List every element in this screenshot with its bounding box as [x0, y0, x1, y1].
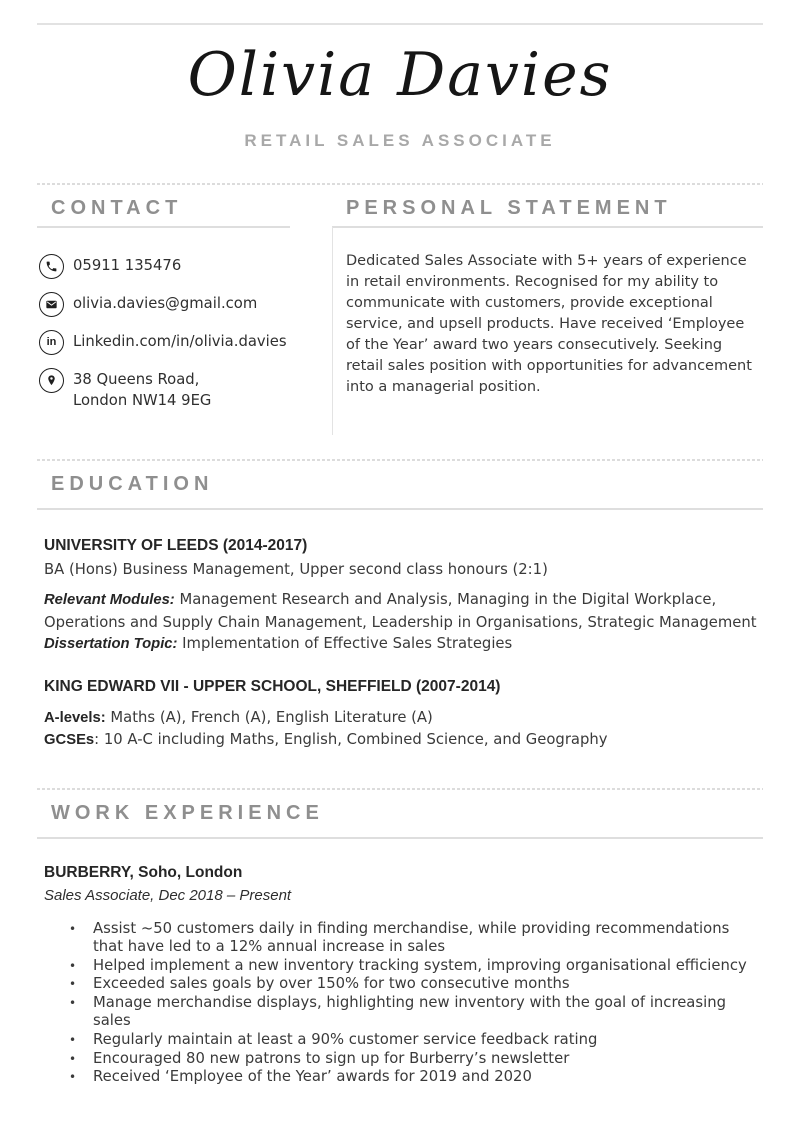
phone-icon [39, 254, 64, 279]
work-bullet: • Received ‘Employee of the Year’ awards for 2019 and 2020 [37, 1068, 753, 1087]
relevant-modules-text: Management Research and Analysis, Managing in the Digital Workplace, Operations and Supply Chain Management, Leadership in Organisations, Strategic Management [44, 591, 757, 631]
contact-list [37, 254, 332, 411]
linkedin-icon: in [39, 330, 64, 355]
work-experience-underline [37, 837, 763, 839]
alevels-text: Maths (A), French (A), English Literature (A) [105, 708, 433, 726]
relevant-modules [44, 589, 763, 633]
contact-linkedin-row [37, 330, 332, 355]
personal-statement-underline [332, 226, 763, 228]
contact-phone-row [37, 254, 332, 279]
contact-heading: CONTACT [51, 197, 183, 219]
personal-statement-text: Dedicated Sales Associate with 5+ years of experience in retail environments. Recognised for my ability to communicate with customers, provide exceptional service, and upsell products. Have received ‘Employee of the Year’ award two years consecutively. Seeking retail sales position with opportunities for advancement into a managerial position. [346, 253, 752, 395]
role-and-dates: Sales Associate, Dec 2018 – Present [44, 886, 292, 904]
work-bullet: • Exceeded sales goals by over 150% for two consecutive months [37, 975, 753, 994]
contact-statement-row [37, 185, 763, 424]
university-title: UNIVERSITY OF LEEDS (2014-2017) [44, 537, 308, 554]
dissertation-label: Dissertation Topic: [44, 636, 178, 652]
education-heading-underline [37, 508, 763, 510]
contact-address-row [37, 368, 332, 411]
postal-address [73, 368, 211, 411]
address-line-1: 38 Queens Road, [73, 371, 200, 388]
address-line-2: London NW14 9EG [73, 392, 212, 409]
gcses-line [44, 729, 763, 751]
email-icon [39, 292, 64, 317]
work-bullet: • Manage merchandise displays, highlighting new inventory with the goal of increasing sales [37, 994, 753, 1031]
location-icon [39, 368, 64, 393]
work-bullet: • Helped implement a new inventory tracking system, improving organisational efficiency [37, 957, 753, 976]
email-address: olivia.davies@gmail.com [73, 295, 258, 312]
alevels-line [44, 707, 763, 729]
employer-name: BURBERRY, Soho, London [44, 863, 243, 881]
work-experience-heading: WORK EXPERIENCE [51, 801, 324, 824]
personal-statement-section [332, 185, 763, 424]
education-heading: EDUCATION [51, 473, 214, 495]
alevels-label: A-levels: [44, 709, 106, 726]
relevant-modules-label: Relevant Modules: [44, 592, 175, 608]
work-bullet: • Assist ~50 customers daily in finding merchandise, while providing recommendations that have led to a 12% annual increase in sales [37, 920, 753, 957]
gcses-text: : 10 A-C including Maths, English, Combined Science, and Geography [94, 730, 608, 748]
university-degree: BA (Hons) Business Management, Upper second class honours (2:1) [44, 561, 548, 578]
job-title: RETAIL SALES ASSOCIATE [244, 131, 556, 150]
linkedin-url: Linkedin.com/in/olivia.davies [73, 333, 287, 350]
dissertation-topic [44, 633, 763, 656]
gcses-label: GCSEs [44, 731, 95, 748]
contact-section [37, 185, 332, 424]
education-section [37, 461, 763, 751]
work-experience-section [37, 790, 763, 1087]
contact-heading-underline [37, 226, 290, 228]
contact-email-row [37, 292, 332, 317]
work-bullet: • Encouraged 80 new patrons to sign up for Burberry’s newsletter [37, 1050, 753, 1069]
candidate-name: Olivia Davies [187, 40, 613, 110]
work-bullet: • Regularly maintain at least a 90% customer service feedback rating [37, 1031, 753, 1050]
work-bullet-list [37, 920, 763, 1087]
top-divider [37, 23, 763, 25]
school-title: KING EDWARD VII - UPPER SCHOOL, SHEFFIELD (2007-2014) [44, 677, 501, 695]
phone-number: 05911 135476 [73, 257, 182, 274]
column-divider [332, 227, 333, 435]
personal-statement-heading: PERSONAL STATEMENT [346, 197, 672, 219]
dissertation-text: Implementation of Effective Sales Strategies [177, 635, 513, 652]
